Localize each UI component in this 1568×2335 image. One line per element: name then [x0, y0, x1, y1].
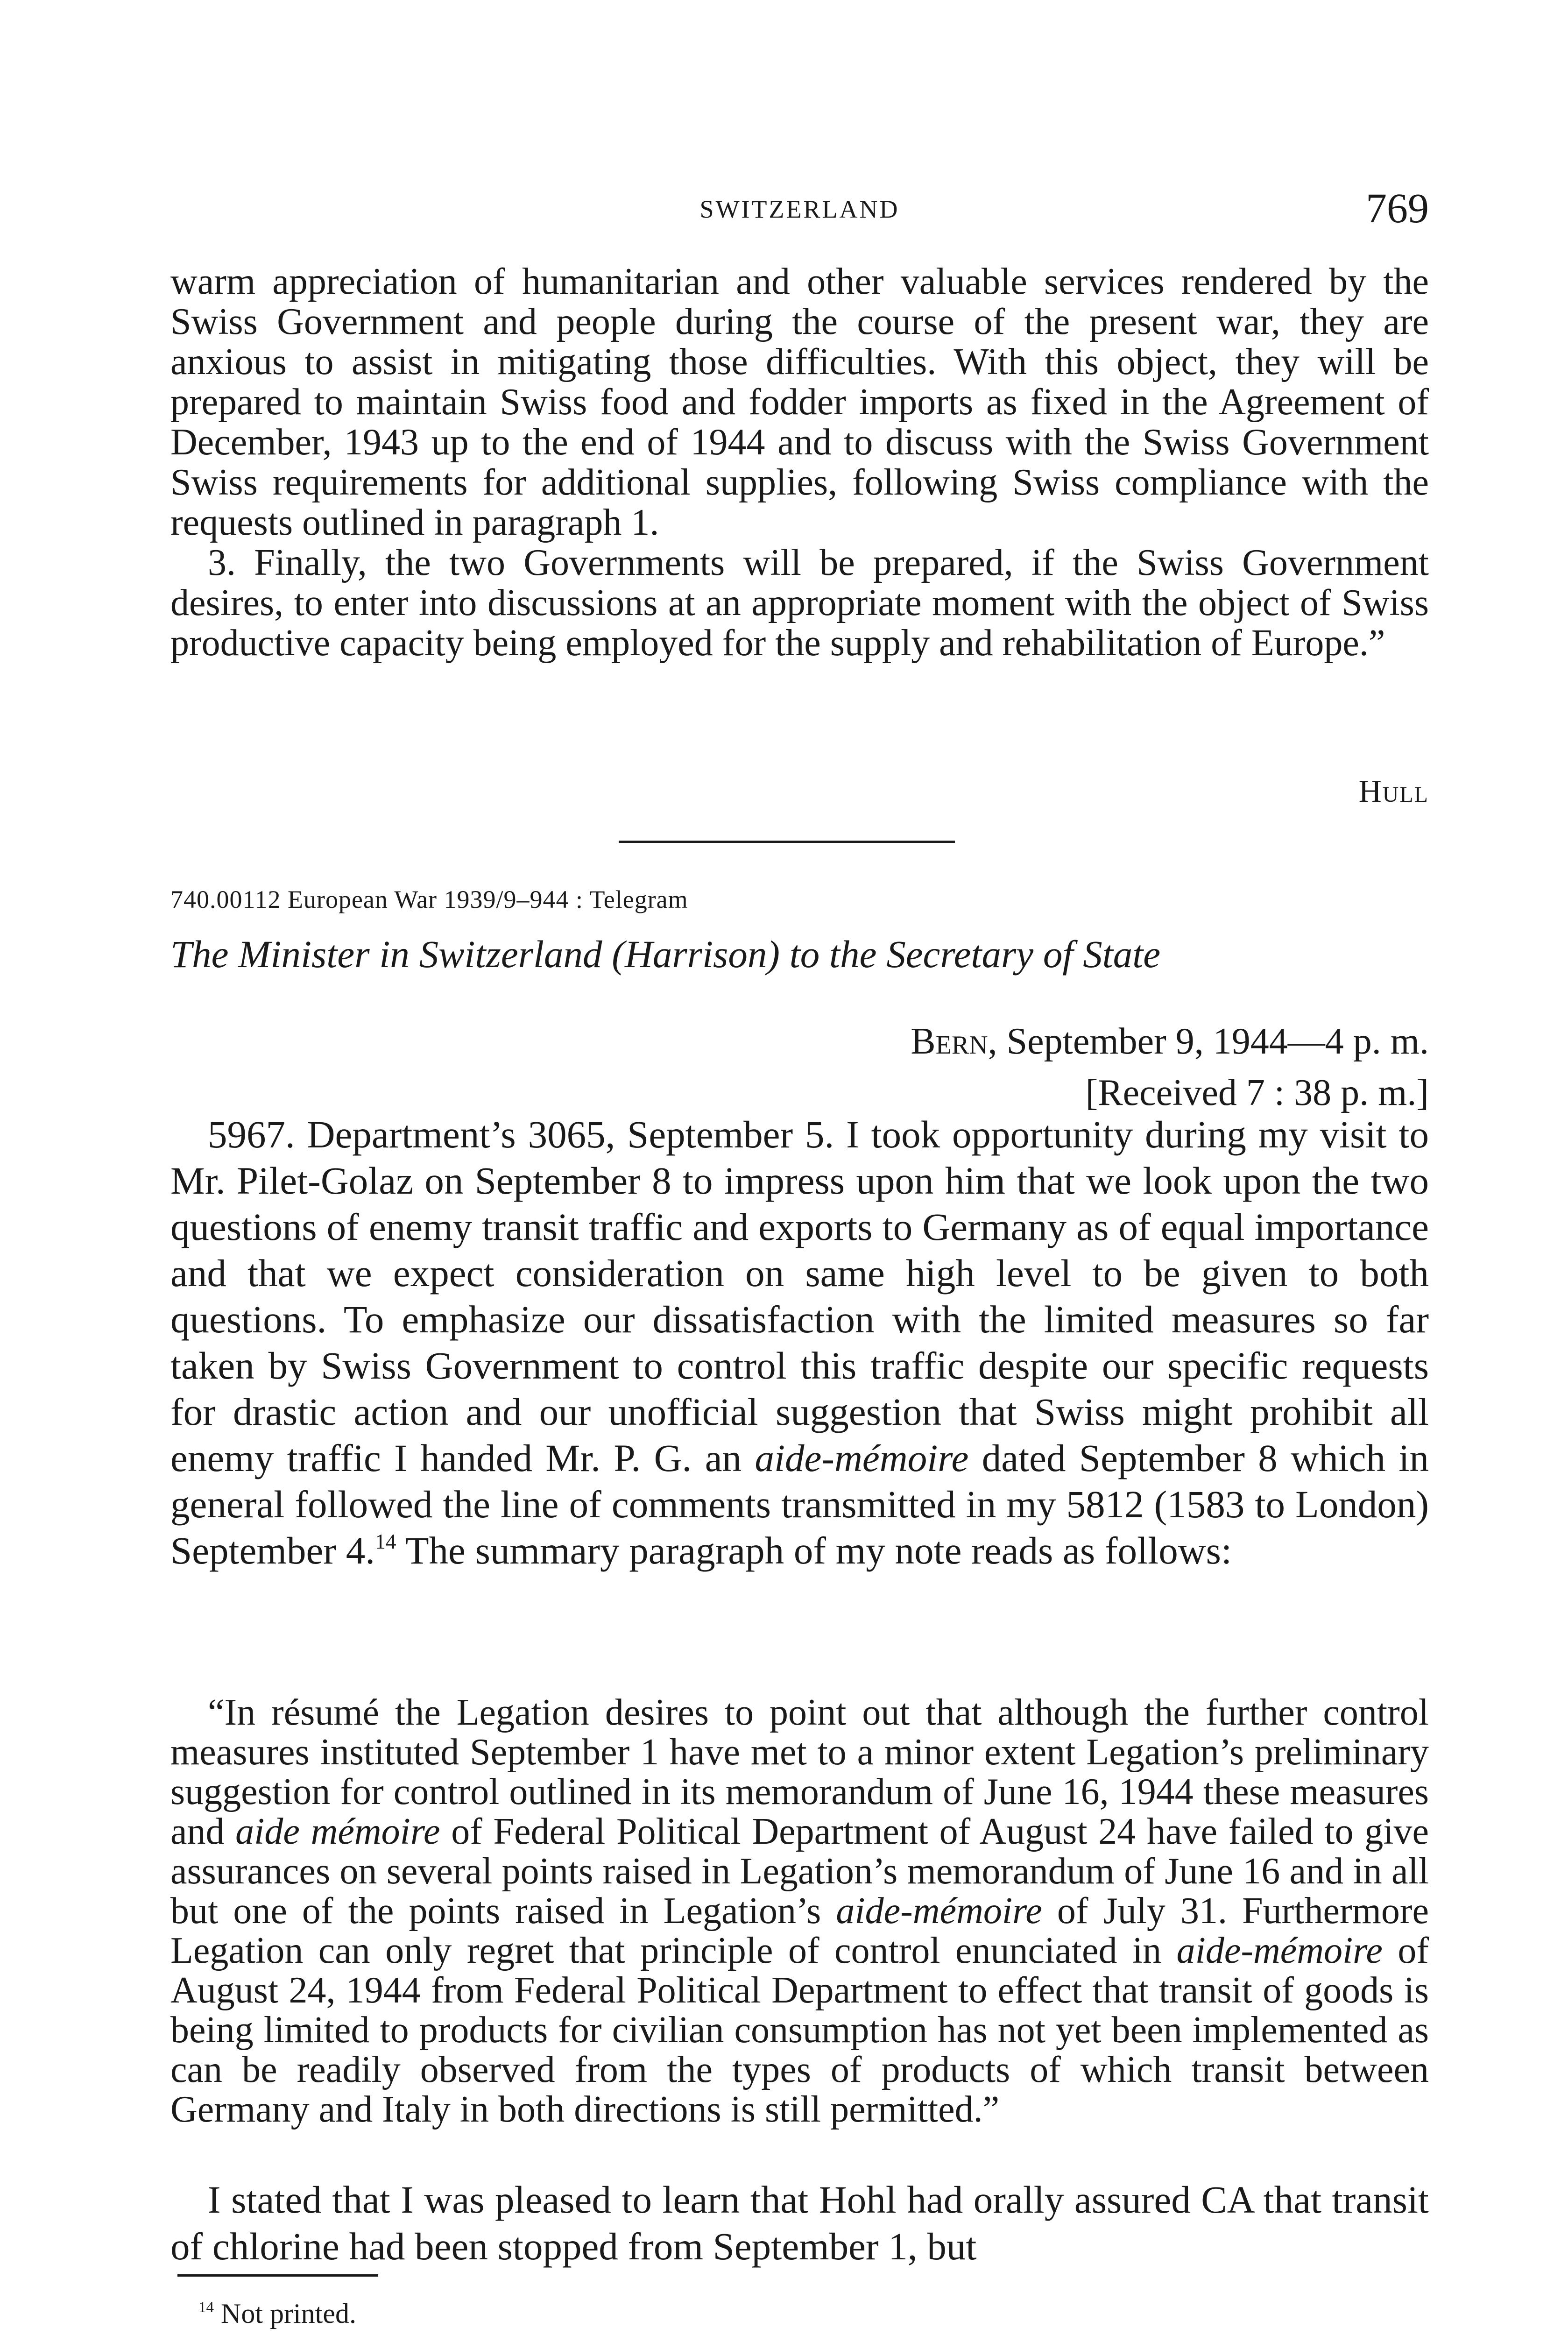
- running-head: [170, 184, 1429, 241]
- telegram-paragraph: [170, 1111, 1429, 1574]
- quote-text-4: of August 24, 1944 from Federal Political Department to effect that transit of goods is being limited to products for civilian consumption has not yet been implemented as can be readily observed from the types of products of which transit between Germany and Italy in both directions is still permitted.”: [170, 1930, 1429, 2130]
- aide-memoire-term: aide mémoire: [235, 1811, 440, 1852]
- telegram-text-2: dated September 8 which in general followed the line of comments transmitted in my 5812 (1583 to London) September 4.: [170, 1436, 1429, 1572]
- signature-hull: [1359, 773, 1429, 810]
- quote-text-1: “In résumé the Legation desires to point out that although the further control measures instituted September 1 have met to a minor extent Legation’s preliminary suggestion for control outlined in its memorandum of June 16, 1944 these measures and: [170, 1692, 1429, 1852]
- paragraph-3: 3. Finally, the two Governments will be prepared, if the Swiss Government desires, to enter into discussions at an appropriate moment with the object of Swiss productive capacity being employed for the supply and rehabilitation of Europe.”: [170, 542, 1429, 664]
- dateline-received: [Received 7 : 38 p. m.]: [1085, 1072, 1429, 1113]
- quoted-note: [170, 1693, 1429, 2130]
- continuation-text: [170, 262, 1429, 663]
- footnote-text: Not printed.: [214, 2298, 356, 2329]
- document-page: [170, 0, 1429, 2335]
- telegram-text-1: 5967. Department’s 3065, September 5. I took opportunity during my visit to Mr. Pilet-Golaz on September 8 to impress upon him that we look upon the two questions of enemy transit traffic and exports to Germany as of equal importance and that we expect consideration on same high level to be given to both questions. To emphasize our dissatisfaction with the limited measures so far taken by Swiss Government to control this traffic despite our specific requests for drastic action and our unofficial suggestion that Swiss might prohibit all enemy traffic I handed Mr. P. G. an: [170, 1113, 1429, 1479]
- quote-paragraph: [170, 1693, 1429, 2130]
- aide-memoire-term: aide-mémoire: [1176, 1930, 1383, 1971]
- quote-text-2: of Federal Political Department of August 24 have failed to give assurances on several points raised in Legation’s memorandum of June 16 and in all but one of the points raised in Legation’s: [170, 1811, 1429, 1932]
- footnote-divider: [177, 2274, 378, 2277]
- document-heading: The Minister in Switzerland (Harrison) to the Secretary of State: [170, 933, 1161, 976]
- dateline: [911, 1016, 1429, 1118]
- footnote: [198, 2298, 356, 2330]
- continuation-paragraph: warm appreciation of humanitarian and other valuable services rendered by the Swiss Government and people during the course of the present war, they are anxious to assist in mitigating those difficulties. With this object, they will be prepared to maintain Swiss food and fodder imports as fixed in the Agreement of December, 1943 up to the end of 1944 and to discuss with the Swiss Government Swiss requirements for additional supplies, following Swiss compliance with the requests outlined in paragraph 1.: [170, 261, 1429, 543]
- telegram-text-3: The summary paragraph of my note reads as follows:: [396, 1529, 1232, 1572]
- closing-paragraph: I stated that I was pleased to learn that Hohl had orally assured CA that transit of chlorine had been stopped from September 1, but: [170, 2178, 1429, 2268]
- dateline-date: , September 9, 1944—4 p. m.: [988, 1021, 1429, 1062]
- file-reference: 740.00112 European War 1939/9–944 : Telegram: [170, 885, 688, 913]
- aide-memoire-term: aide-mémoire: [755, 1436, 969, 1479]
- telegram-body: [170, 1111, 1429, 1574]
- aide-memoire-term: aide-mémoire: [836, 1890, 1042, 1932]
- signature-name: Hull: [1358, 773, 1429, 809]
- footnote-number: 14: [198, 2299, 214, 2316]
- section-divider: [619, 841, 955, 843]
- closing-text: [170, 2176, 1429, 2270]
- footnote-reference: 14: [374, 1529, 396, 1554]
- quote-text-3: of July 31. Furthermore Legation can only regret that principle of control enunciated in: [170, 1890, 1429, 1971]
- dateline-place-date: [911, 1016, 1429, 1067]
- dateline-place: Bern: [911, 1021, 988, 1062]
- running-title: SWITZERLAND: [699, 195, 900, 223]
- page-number: 769: [1366, 185, 1429, 232]
